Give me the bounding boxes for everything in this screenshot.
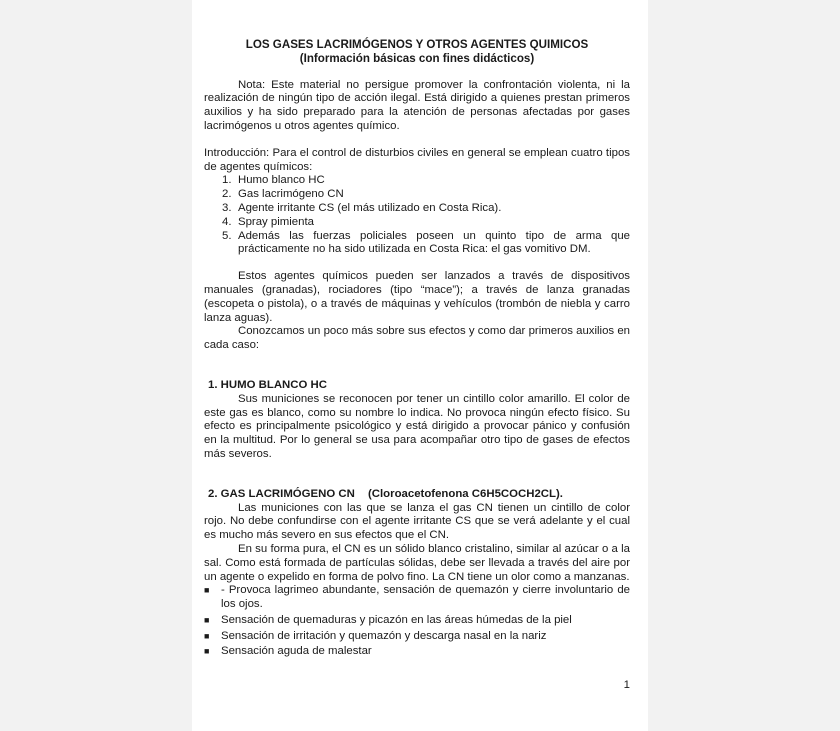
list-item-text: Spray pimienta <box>238 215 314 228</box>
list-item <box>204 202 630 216</box>
list-item-text: Agente irritante CS (el más utilizado en Costa Rica). <box>238 201 502 214</box>
list-item-text: Además las fuerzas policiales poseen un quinto tipo de arma que prácticamente no ha sido utilizada en Costa Rica: el gas vomitivo DM. <box>238 229 630 256</box>
section-1-heading: 1. HUMO BLANCO HC <box>208 378 327 391</box>
document-content <box>204 38 630 661</box>
document-title: LOS GASES LACRIMÓGENOS Y OTROS AGENTES QUIMICOS <box>245 38 589 51</box>
spacer <box>204 66 630 79</box>
page-number: 1 <box>623 679 630 691</box>
list-number: 5. <box>222 229 232 242</box>
know-paragraph: Conozcamos un poco más sobre sus efectos y como dar primeros auxilios en cada caso: <box>204 325 630 352</box>
bullet-icon: ■ <box>204 646 210 657</box>
list-item <box>204 614 630 628</box>
list-number: 3. <box>222 201 232 214</box>
list-item-text: Sensación de irritación y quemazón y descarga nasal en la nariz <box>221 629 547 642</box>
list-item <box>204 174 630 188</box>
spacer <box>204 257 630 270</box>
list-item <box>204 630 630 644</box>
list-item-text: Humo blanco HC <box>238 174 325 187</box>
section-2-formula: (Cloroacetofenona C6H5COCH2CL). <box>368 487 563 500</box>
section-2-para-1: Las municiones con las que se lanza el gas CN tienen un cintillo de color rojo. No debe confundirse con el agente irritante CS que se verá adelante y el cual es mucho más severo en sus efectos que el CN. <box>204 501 630 542</box>
list-item-text: - Provoca lagrimeo abundante, sensación de quemazón y cierre involuntario de los ojos. <box>221 584 630 611</box>
list-item <box>204 188 630 202</box>
list-item-text: Sensación aguda de malestar <box>221 645 372 658</box>
bullet-icon: ■ <box>204 630 210 641</box>
bullet-icon: ■ <box>204 614 210 625</box>
spacer <box>204 353 630 379</box>
section-2-heading <box>204 488 630 502</box>
agent-list <box>204 174 630 257</box>
section-2-para-2: En su forma pura, el CN es un sólido blanco cristalino, similar al azúcar o a la sal. Como está formada de partículas sólidas, debe ser llevada a través del aire por un agente o expelido en forma de polvo fino. La CN tiene un olor como a manzanas. <box>204 542 630 583</box>
spacer <box>204 134 630 147</box>
list-number: 4. <box>222 215 232 228</box>
section-2-title: 2. GAS LACRIMÓGENO CN <box>208 487 355 500</box>
spacer <box>204 462 630 488</box>
list-number: 1. <box>222 174 232 187</box>
symptom-list <box>204 584 630 659</box>
document-subtitle: (Información básicas con fines didácticos) <box>299 51 535 65</box>
bullet-icon: ■ <box>204 585 210 596</box>
list-item-text: Gas lacrimógeno CN <box>238 188 344 201</box>
list-number: 2. <box>222 188 232 201</box>
list-item-text: Sensación de quemaduras y picazón en las áreas húmedas de la piel <box>221 613 572 626</box>
list-item <box>204 216 630 230</box>
intro-paragraph: Introducción: Para el control de disturbios civiles en general se emplean cuatro tipos de agentes químicos: <box>204 146 630 173</box>
list-item <box>204 584 630 612</box>
list-item <box>204 645 630 659</box>
launch-paragraph: Estos agentes químicos pueden ser lanzados a través de dispositivos manuales (granadas), rociadores (tipo “mace”); a través de lanza granadas (escopeta o pistola), o a través de máquinas y vehículos (trombón de niebla y carro lanza aguas). <box>204 270 630 324</box>
note-paragraph: Nota: Este material no persigue promover la confrontación violenta, ni la realización de ningún tipo de acción ilegal. Está dirigido a quienes prestan primeros auxilios y ha sido preparado para la atención de personas afectadas por gases lacrimógenos u otros agentes químico. <box>204 78 630 132</box>
document-page <box>192 0 648 731</box>
section-1-body: Sus municiones se reconocen por tener un cintillo color amarillo. El color de este gas es blanco, como su nombre lo indica. No provoca ningún efecto físico. Su efecto es principalmente psicológico y está dirigido a provocar pánico y confusión en la multitud. Por lo general se usa para acompañar otro tipo de gases de efectos más severos. <box>204 392 630 460</box>
list-item <box>204 230 630 258</box>
